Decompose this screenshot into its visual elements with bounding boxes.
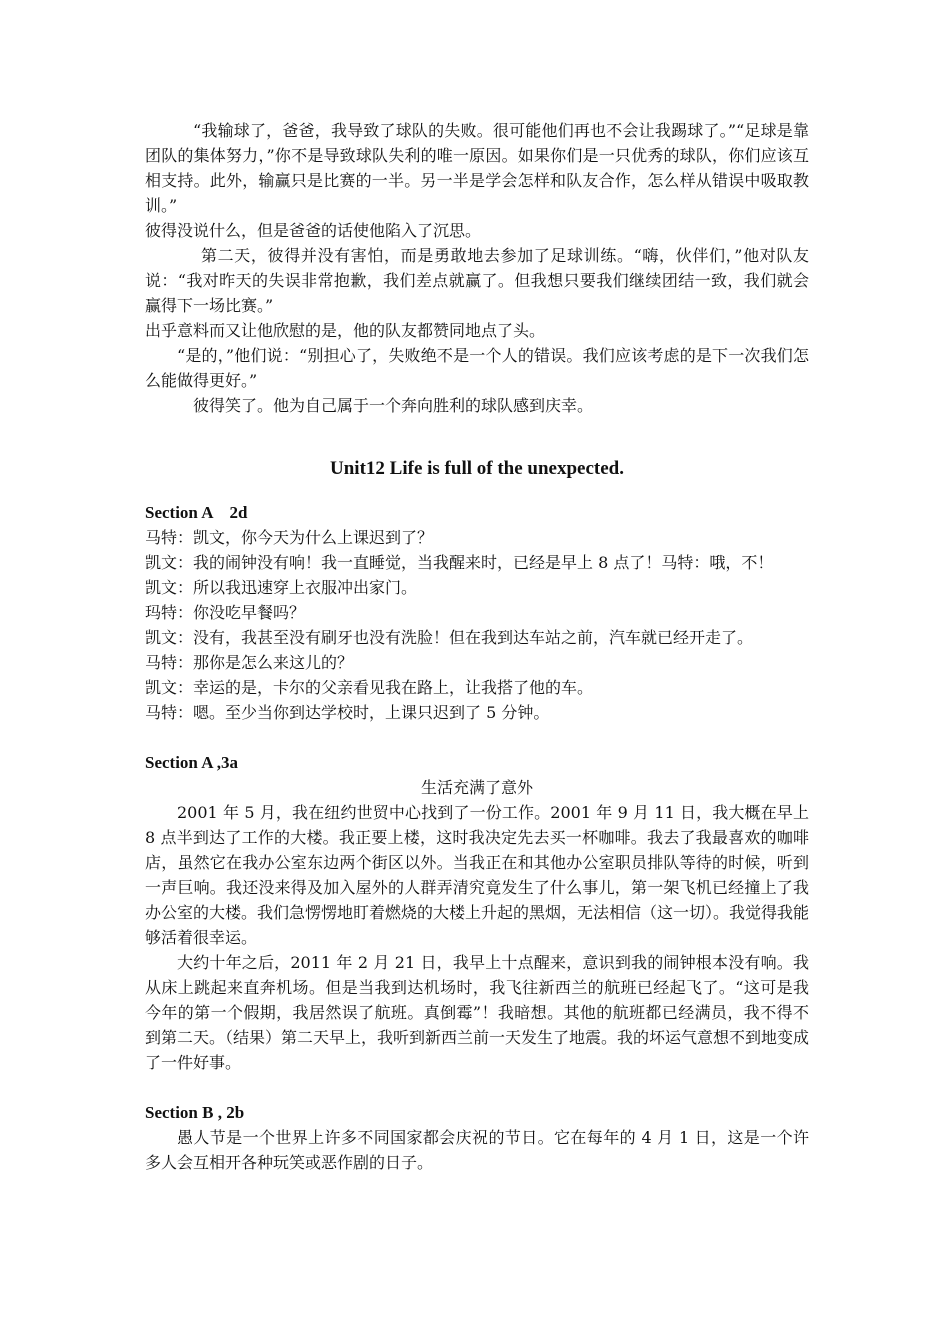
story-paragraph: 出乎意料而又让他欣慰的是，他的队友都赞同地点了头。 [145, 321, 546, 340]
dialogue-line: 马特：嗯。至少当你到达学校时，上课只迟到了 5 分钟。 [145, 703, 550, 722]
passage-title: 生活充满了意外 [420, 778, 533, 797]
section-heading: Section A 2d [145, 503, 248, 522]
dialogue-line: 马特：凯文，你今天为什么上课迟到了？ [145, 528, 434, 547]
section-heading: Section A ,3a [145, 753, 239, 772]
passage-paragraph: 大约十年之后，2011 年 2 月 21 日，我早上十点醒来，意识到我的闹钟根本没有响。我从床上跳起来直奔机场。但是当我到达机场时，我飞往新西兰的航班已经起飞了。“这可是我今年的第一个假期，我居然误了航班。真倒霉”！我暗想。其他的航班都已经满员，我不得不到第二天。（结果）第二天早上，我听到新西兰前一天发生了地震。我的坏运气意想不到地变成了一件好事。 [145, 953, 810, 1072]
story-paragraph: “是的，”他们说：“别担心了，失败绝不是一个人的错误。我们应该考虑的是下一次我们怎么能做得更好。” [145, 346, 809, 390]
dialogue-line: 凯文：幸运的是，卡尔的父亲看见我在路上，让我搭了他的车。 [145, 678, 594, 697]
story-paragraph: 彼得没说什么，但是爸爸的话使他陷入了沉思。 [145, 221, 482, 240]
story-paragraph: 彼得笑了。他为自己属于一个奔向胜利的球队感到庆幸。 [193, 396, 594, 415]
document-page [145, 118, 809, 1175]
dialogue-line: 凯文：我的闹钟没有响！我一直睡觉，当我醒来时，已经是早上 8 点了！马特：哦，不！ [145, 553, 774, 572]
story-paragraph: “我输球了，爸爸，我导致了球队的失败。很可能他们再也不会让我踢球了。”“足球是靠团队的集体努力，”你不是导致球队失利的唯一原因。如果你们是一只优秀的球队，你们应该互相支持。此外，输赢只是比赛的一半。另一半是学会怎样和队友合作，怎么样从错误中吸取教训。” [145, 121, 809, 215]
story-paragraph: 第二天，彼得并没有害怕，而是勇敢地去参加了足球训练。“嗨，伙伴们，”他对队友说：“我对昨天的失误非常抱歉，我们差点就赢了。但我想只要我们继续团结一致，我们就会赢得下一场比赛。” [145, 246, 809, 315]
passage-paragraph: 2001 年 5 月，我在纽约世贸中心找到了一份工作。2001 年 9 月 11 日，我大概在早上 8 点半到达了工作的大楼。我正要上楼，这时我决定先去买一杯咖啡。我去了我最喜欢的咖啡店，虽然它在我办公室东边两个街区以外。当我正在和其他办公室职员排队等待的时候，听到一声巨响。我还没来得及加入屋外的人群弄清究竟发生了什么事儿，第一架飞机已经撞上了我办公室的大楼。我们急愣愣地盯着燃烧的大楼上升起的黑烟，无法相信（这一切）。我觉得我能够活着很幸运。 [145, 803, 810, 947]
section-heading: Section B , 2b [145, 1103, 245, 1122]
dialogue-line: 玛特：你没吃早餐吗？ [145, 603, 306, 622]
passage-paragraph: 愚人节是一个世界上许多不同国家都会庆祝的节日。它在每年的 4 月 1 日，这是一个许多人会互相开各种玩笑或恶作剧的日子。 [145, 1128, 809, 1172]
dialogue-line: 凯文：没有，我甚至没有刷牙也没有洗脸！但在我到达车站之前，汽车就已经开走了。 [145, 628, 754, 647]
dialogue-line: 凯文：所以我迅速穿上衣服冲出家门。 [145, 578, 418, 597]
dialogue-line: 马特：那你是怎么来这儿的？ [145, 653, 354, 672]
unit-title: Unit12 Life is full of the unexpected. [330, 458, 624, 479]
